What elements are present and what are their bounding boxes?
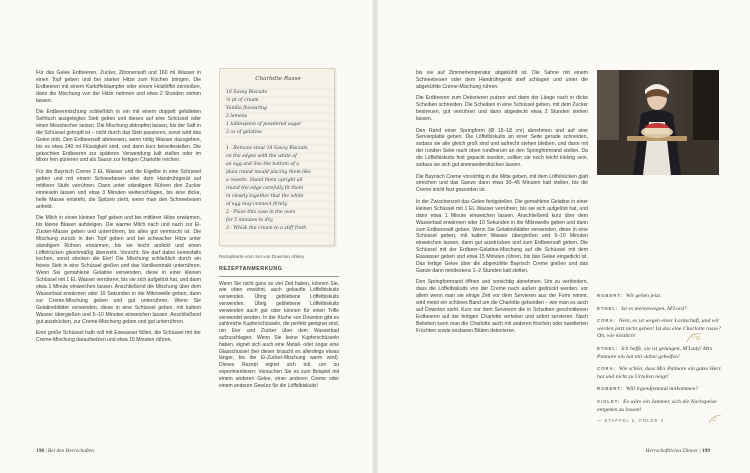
speaker-name: ETHEL:	[597, 345, 619, 351]
paragraph: Die Erdbeermischung schließlich in ein mit einem doppelt gefalteten Seihtuch ausgelegtes Sieb geben und dieses auf eine Schüssel oder einen Messbecher setzen. Die Mischung abtropfen lassen, bis der Saft in die Schüssel getropft ist – nicht durch das Sieb passieren, sonst wird das Gelee trüb. Den Erdbeersaft abmessen, wenn nötig Wasser dazugeben, bis es etwa 240 ml Flüssigkeit sind, und dann kurz beiseitestellen. Die gekochten Erdbeeren zur späteren Verwendung kalt stellen oder im Mixer fein pürieren und als Sauce zur fertigen Charlotte reichen.	[36, 109, 201, 164]
dialogue-line	[597, 365, 725, 381]
recipe-card-line: 3 · Whisk the cream to a stiff froth	[226, 226, 307, 231]
folio-separator: |	[699, 448, 702, 454]
note-title: REZEPTANMERKUNG	[219, 266, 283, 272]
spoken-line: Wie schön, dass Mrs Patmore ein gutes Herz hat und nicht zu Urteilen neigt!	[597, 366, 721, 380]
speaker-name: ROBERT:	[597, 293, 623, 298]
recipe-card-line: of egg may connect firmly.	[226, 202, 288, 207]
recipe-card-title: Charlotte Russe	[255, 76, 301, 82]
speaker-name: CORA:	[597, 366, 616, 372]
recipe-card-line: 2 · Place this case in the oven	[226, 210, 296, 215]
running-title: Herrschaftliches Dinner	[645, 448, 699, 454]
recipe-card-line: a rosette. Stand them upright all	[226, 178, 303, 183]
floral-flourish-icon	[685, 330, 703, 344]
dialogue-line	[597, 345, 725, 361]
recipe-card-line: for 5 minutes to dry.	[226, 218, 274, 223]
paragraph: Eine große Schüssel halb voll mit Eiswasser füllen, die Schüssel mit der Creme-Mischung daraufsetzen und etwa 15 Minuten rühren,	[36, 330, 201, 343]
book-gutter	[372, 0, 378, 473]
paragraph: Für das Gelee Erdbeeren, Zucker, Zitronensaft und 160 ml Wasser in einen Topf geben und bei starker Hitze zum Kochen bringen. Die Erdbeeren mit einem Kartoffelstampfer oder einem Holzlöffel zerstoßen, dann die Mischung von der Hitze nehmen und etwa 2 Stunden ziehen lassen.	[36, 70, 201, 104]
recipe-card-line: 18 Savoy Biscuits	[226, 90, 268, 95]
recipe-column-1	[36, 70, 201, 349]
dialogue-line	[597, 292, 725, 301]
speaker-name: ETHEL:	[597, 305, 619, 311]
paragraph: Den Springformrand öffnen und vorsichtig abnehmen. Um zu verhindern, dass die Löffelbiskuits von der Creme nach außen gedrückt werden, vor allem wenn man sie einige Zeit vor dem Servieren aus der Form nimmt, wird meist ein schönes Band um die Charlotte gebunden – wie man es auch auf Downton sieht. Kurz vor dem Servieren die in Scheiben geschnittenen Erdbeeren auf der fertigen Charlotte verteilen und sofort servieren. Nach Belieben kann man die Charlotte auch mit anderen frischen oder kandierten Früchten sowie essbaren Blüten dekorieren.	[416, 279, 588, 334]
dialogue-line	[597, 398, 725, 414]
spoken-line: Nein, es ist wegen einer Lordschaft, und wir werden jetzt nicht gehen! Ist das eine Charlotte russe? Oh, wie köstlich!	[597, 318, 721, 340]
card-caption: Rezeptkarte vom Set von Downton Abbey	[219, 254, 305, 259]
spoken-line: Will irgendjemand mitkommen?	[625, 386, 699, 393]
recipe-card-line: an egg and line the bottom of a	[226, 162, 300, 167]
spoken-line: Ich hoffe, sie ist gelungen, M'Lady! Mrs Patmore ein hat mir dabei geholfen!	[597, 345, 713, 360]
recipe-card-line: on the edges with the white of	[226, 154, 297, 159]
paragraph: Die Milch in einen kleinen Topf geben und bei mittlerer Hitze erwärmen, bis kleine Blasen aufsteigen. Die warme Milch nach und nach zur Ei-Zucker-Masse geben und unterrühren, bis alles gut vermischt ist. Die Mischung zurück in den Topf geben und bei schwacher Hitze unter ständigem Rühren erwärmen, bis sie leicht andickt und einen Löffelrücken gleichmäßig überzieht. Vorsicht: Sie darf dabei keinesfalls kochen, sonst stocken die Eier! Die Mischung schließlich durch ein feines Sieb in eine Schüssel gießen und das Vanilleextrakt unterrühren. Wenn Sie gemahlene Gelatine verwenden, diese in einer kleinen Schüssel mit 1 EL Wasser verrühren, bis sie sich aufgelöst hat, und dann etwa 1 Minute einweichen lassen. Anschließend die Mischung über dem Wasserbad erwärmen oder 10 Sekunden in die Mikrowelle geben, dann zur Creme-Mischung geben und gut unterrühren. Wenn Sie Gelatineblätter verwenden, diese in eine Schüssel geben, mit kaltem Wasser übergießen und 5–10 Minuten einweichen lassen. Anschließend gut ausdrücken, zur Creme-Mischung geben und gut unterrühren.	[36, 215, 201, 325]
page-number: 199	[701, 448, 710, 454]
right-page	[375, 0, 750, 473]
speaker-name: CORA:	[597, 318, 616, 324]
recipe-card-line: Vanilla flavouring	[226, 106, 267, 111]
folio-right	[646, 448, 710, 454]
speaker-name: VIOLET:	[597, 398, 621, 404]
note-divider	[219, 276, 339, 277]
spoken-line: Es wäre ein Jammer, sich die Nachspeise entgehen zu lassen!	[597, 398, 717, 413]
spoken-line: Wir gehen jetzt.	[625, 293, 662, 299]
recipe-card	[219, 68, 335, 246]
paragraph: Die Erdbeeren zum Dekorieren putzen und dann der Länge nach in dicke Scheiben schneiden. Die Scheiben in eine Schüssel geben, mit dem Zucker bestreuen, gut verrühren und dann abgedeckt etwa 2 Stunden stehen lassen.	[416, 95, 588, 123]
paragraph: Für die Bayrisch Creme 2 EL Wasser und die Eigelbe in eine Schüssel geben und mit einem Schneebesen oder dem Handrührgerät auf mittlerer Stufe verrühren. Dann unter ständigem Rühren den Zucker einrieseln lassen und etwa 3 Minuten weiterschlagen, bis eine dicke, helle Masse entsteht, die Spitzen zieht, wenn man den Schneebesen anhebt.	[36, 168, 201, 210]
floral-flourish-icon	[707, 413, 723, 425]
spoken-line: Ist es meinetwegen, M'Lord?	[621, 305, 687, 312]
dialogue-line	[597, 317, 725, 341]
recipe-card-line: 1 · Remove stout 18 Savoy Biscuits	[226, 146, 308, 151]
dialogue-excerpt	[597, 292, 725, 423]
photo-illustration	[597, 70, 719, 175]
paragraph: Den Rand einer Springform (Ø 15–18 cm) abnehmen und auf eine Servierplatte geben. Die Löffelbiskuits an einer Seite gerade schneiden, sodass sie alle gleich groß sind und aufrecht stehen bleiben, und dann mit der runden Seite nach oben rundherum an den Springformrand stellen. Da die Löffelbiskuits fest gepackt wurden, sollten sie noch leicht klebrig sein, sodass sie sich gut aneinanderdrücken lassen.	[416, 127, 588, 169]
page-number: 198	[36, 448, 45, 454]
recipe-card-line: 2 oz of gelatine	[226, 130, 262, 135]
note-body: Wenn Sie nicht ganz so viel Zeit haben, können Sie, wie oben erwähnt, auch gekaufte Löffelbiskuits verwenden. Übrig gebliebene Löffelbiskuits verwenden. Übrig gebliebene Löffelbiskuits verwenden auch gut oder können für einen Trifle verwendet werden. In der Küche von Downton gibt es zahlreiche Kupferschüsseln, die perfekt geeignet sind, um Eier und Zucker über dem Wasserbad aufzuschlagen. Wenn Sie keine Kupferschüsseln haben, eignet sich auch eine Metall- oder sogar eine Glasschüssel (bei dieser braucht es allerdings etwas länger, bis die Ei-Zucker-Mischung warm wird). Dieses Rezept eignet sich toll, um zu experimentieren: Versuchen Sie es zum Beispiel mit einem anderen Gelee, einer anderen Creme oder einem anderen Gewürz für die Löffelbiskuits!	[219, 280, 339, 389]
recipe-column-3	[416, 70, 588, 339]
running-title: Bei den Herrschaften	[47, 448, 94, 454]
recipe-note	[219, 266, 339, 389]
recipe-card-line: in closely together that the white	[226, 194, 304, 199]
speaker-name: ROBERT:	[597, 386, 623, 392]
paragraph: Die Bayrisch Creme vorsichtig in die Mitte geben, mit dem Löffelrücken glatt streichen und das Ganze dann etwa 30–45 Minuten kalt stellen, bis die Creme leicht fest geworden ist.	[416, 173, 588, 194]
recipe-card-line: plain round mould placing them like	[226, 170, 311, 175]
recipe-card-line: round the edge carefully fit them	[226, 186, 304, 191]
recipe-card-line: 1 tablespoon of powdered sugar	[226, 122, 302, 127]
folio-separator: |	[45, 448, 48, 454]
recipe-card-line: 2 lemons	[226, 114, 248, 119]
paragraph: bis sie auf Zimmertemperatur abgekühlt ist. Die Sahne mit einem Schneebesen oder dem Handrührgerät steif schlagen und unter die abgekühlte Creme-Mischung rühren.	[416, 70, 588, 90]
dialogue-line	[597, 385, 725, 394]
recipe-card-line: ½ pt of cream	[226, 98, 259, 103]
recipe-card-text	[226, 75, 330, 233]
folio-left	[36, 448, 94, 454]
dialogue-line	[597, 305, 725, 314]
photo-ethel-serving	[597, 70, 719, 175]
episode-reference: — STAFFEL 2, FOLGE 4	[597, 418, 665, 424]
paragraph: In der Zwischenzeit das Gelee fertigstellen. Die gemahlene Gelatine in einer kleinen Schüssel mit 1 EL Wasser verrühren, bis sie sich aufgelöst hat, und dann etwa 1 Minute einweichen lassen. Anschließend kurz über dem Wasserbad erwärmen oder 10 Sekunden in die Mikrowelle geben und dann zum Erdbeersaft geben. Wenn Sie Gelatineblätter verwenden, diese in eine Schüssel geben, mit kaltem Wasser übergießen und 5–10 Minuten einweichen lassen, dann gut ausdrücken und zum Erdbeersaft geben. Die Schüssel mit der Erdbeer-Gelatine-Mischung auf die Schüssel mit dem Eiswasser geben und etwa 15 Minuten rühren, bis das Gelee eingedickt ist. Das fertige Gelee über die abgekühlte Bayrisch Creme gießen und das Ganze dann mindestens 1–2 Stunden kalt stellen.	[416, 198, 588, 274]
